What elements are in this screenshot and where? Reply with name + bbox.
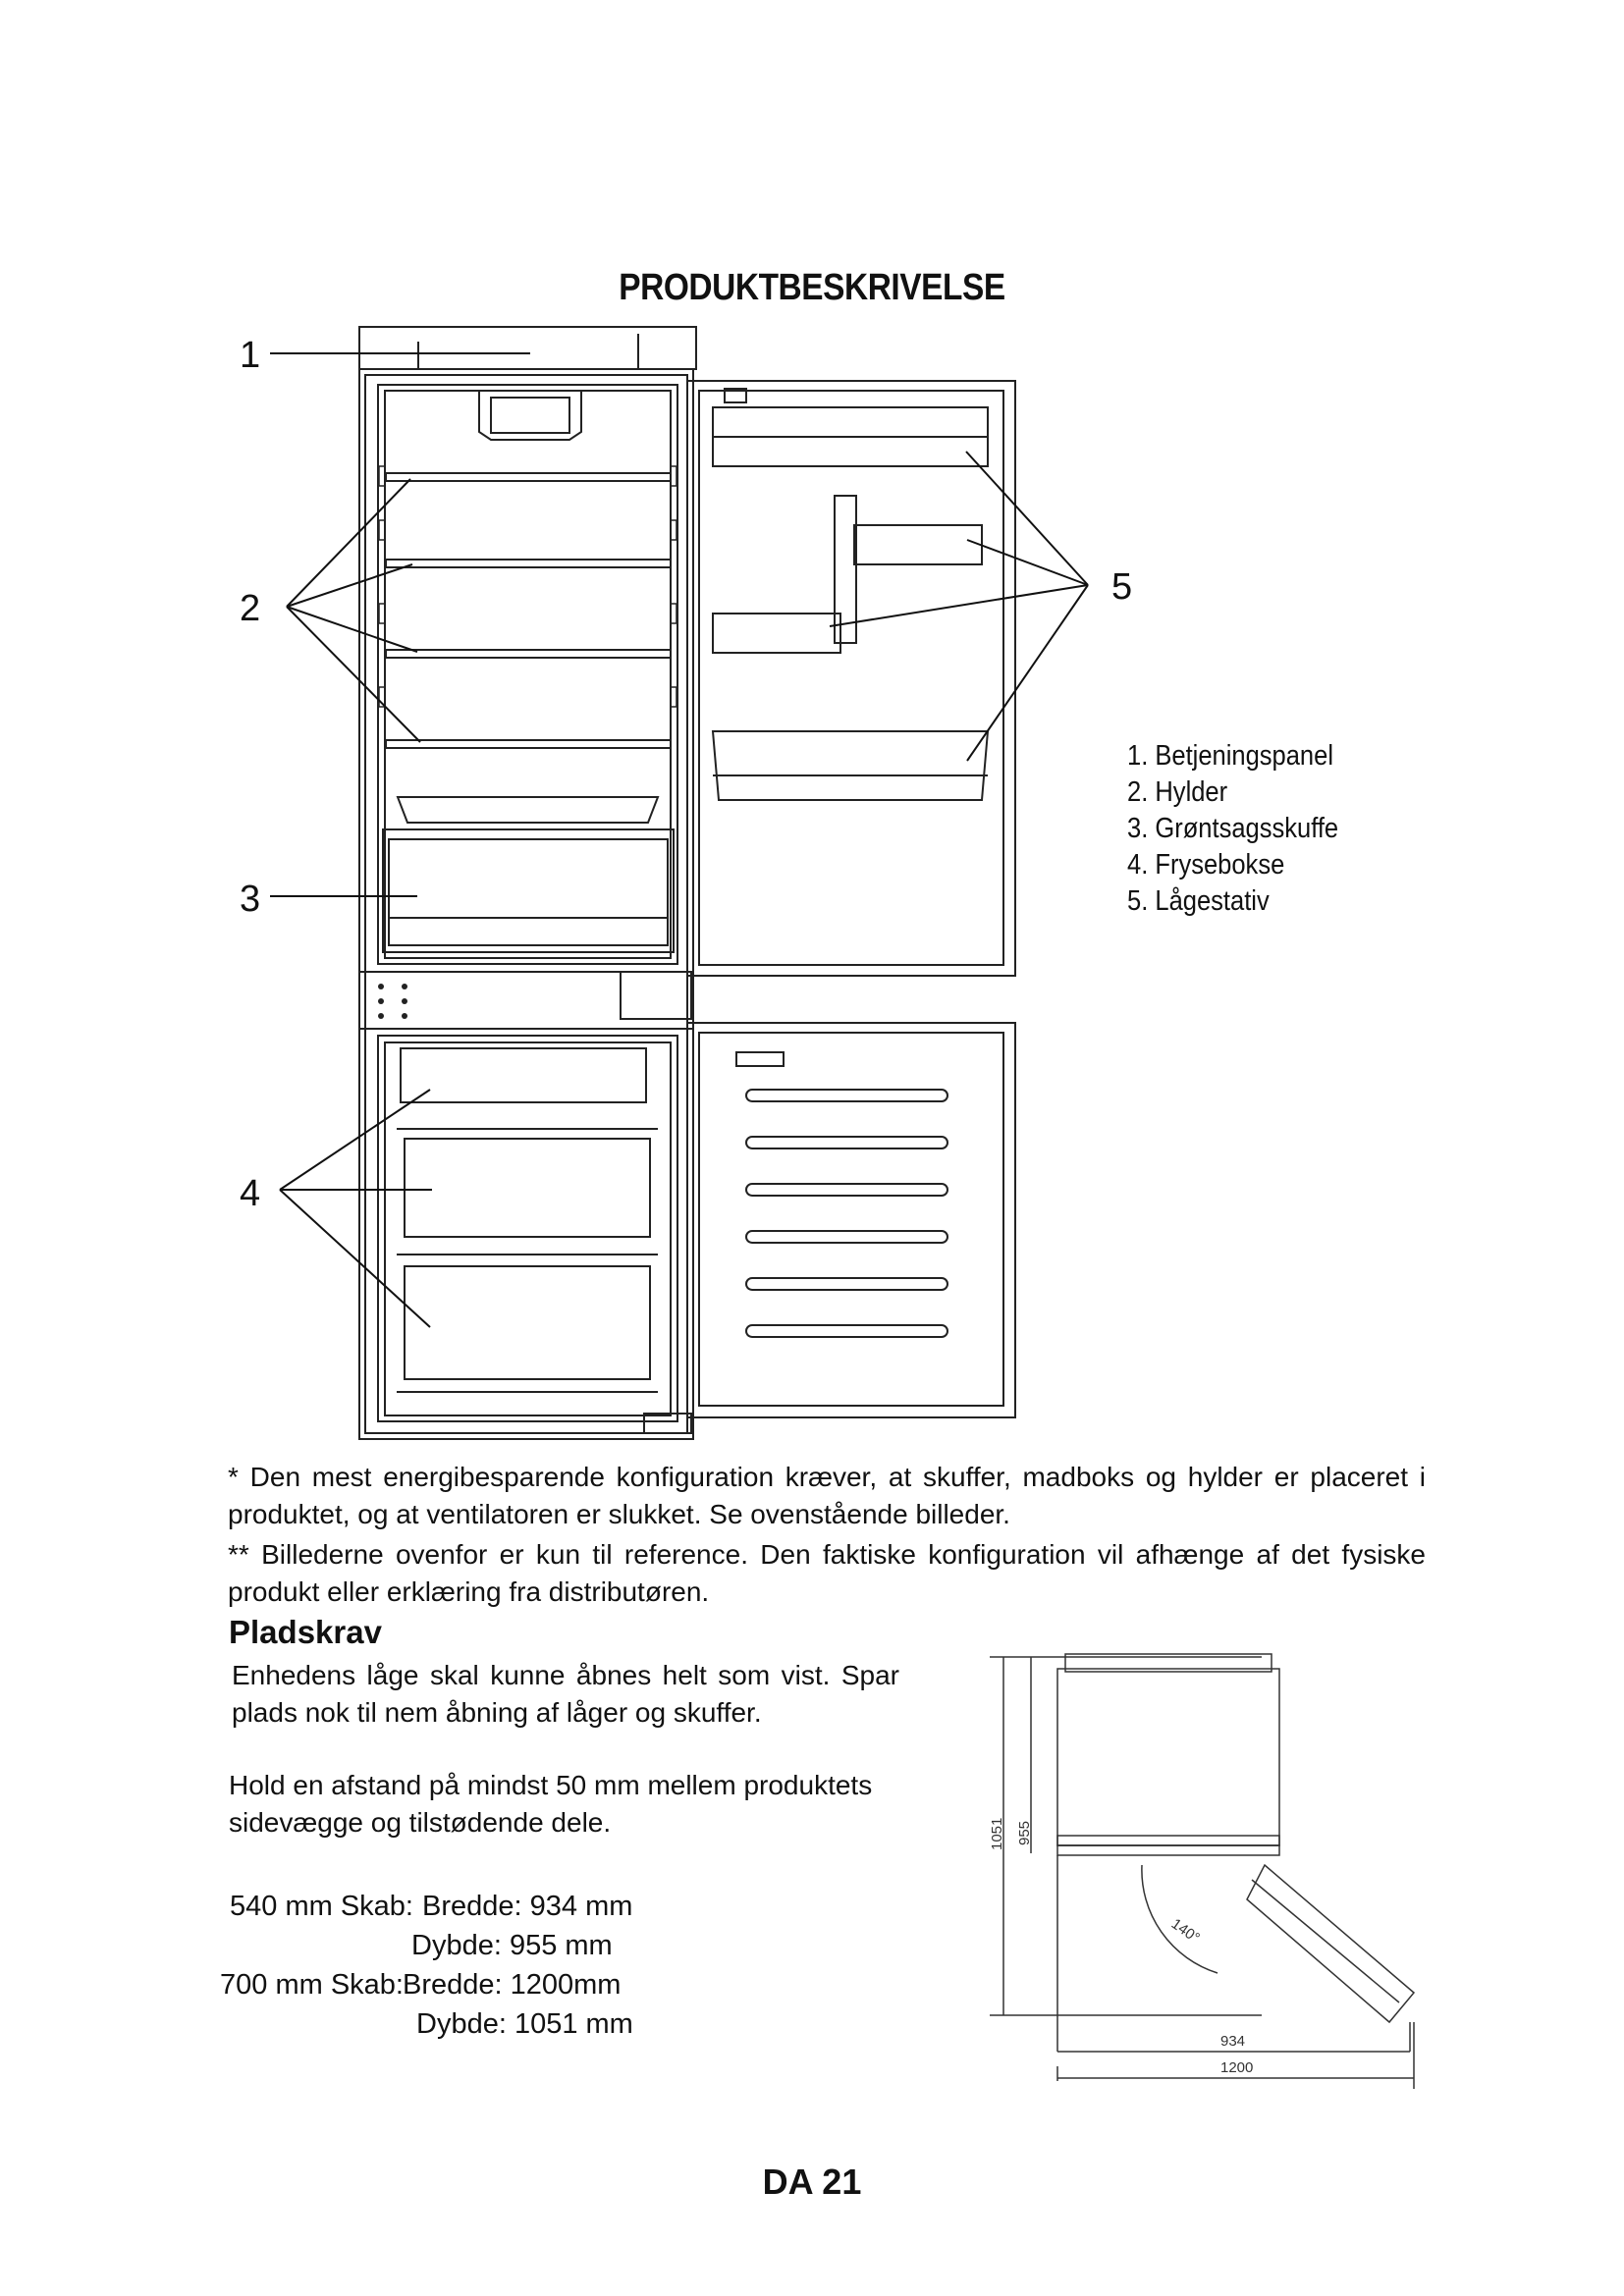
space-paragraph-1: Enhedens låge skal kunne åbnes helt som vist. Spar plads nok til nem åbning af låger og skuffer. bbox=[232, 1660, 899, 1728]
legend-item: 5. Lågestativ bbox=[1127, 885, 1270, 917]
page-title: PRODUKTBESKRIVELSE bbox=[619, 267, 1005, 308]
dim-1200: 1200 bbox=[1220, 2059, 1254, 2076]
cab540-width: Bredde: 934 mm bbox=[422, 1891, 633, 1922]
legend-item: 3. Grøntsagsskuffe bbox=[1127, 813, 1339, 844]
dim-934: 934 bbox=[1220, 2033, 1246, 2050]
legend-item: 2. Hylder bbox=[1127, 776, 1228, 808]
fridge-shelves bbox=[386, 473, 671, 748]
legend-item: 4. Frysebokse bbox=[1127, 849, 1285, 881]
fridge-door bbox=[687, 381, 1015, 976]
cab700-width: Bredde: 1200mm bbox=[403, 1969, 622, 2001]
cab700-depth: Dybde: 1051 mm bbox=[416, 2008, 633, 2040]
freezer-door bbox=[687, 1023, 1015, 1417]
angle-label: 140° bbox=[1167, 1915, 1203, 1948]
callout-5: 5 bbox=[1111, 566, 1133, 608]
fridge-compartment bbox=[378, 385, 677, 964]
top-view-diagram bbox=[990, 1654, 1414, 2089]
crisper-drawer bbox=[383, 829, 674, 952]
freezer-door-ribs bbox=[746, 1090, 947, 1337]
legend-item: 1. Betjeningspanel bbox=[1127, 740, 1334, 772]
door-racks bbox=[713, 407, 988, 800]
cab540-label: 540 mm Skab: bbox=[230, 1891, 413, 1922]
note-2: ** Billederne ovenfor er kun til reference. Den faktiske konfiguration vil afhænge af det fysiske produkt eller erklæring fra distributøren. bbox=[228, 1539, 1426, 1607]
cabinet-body bbox=[359, 369, 693, 1439]
callout-2: 2 bbox=[240, 588, 261, 629]
control-panel bbox=[359, 327, 696, 369]
parts-legend bbox=[1127, 738, 1338, 920]
cab540-depth: Dybde: 955 mm bbox=[411, 1930, 613, 1961]
space-paragraph-2: Hold en afstand på mindst 50 mm mellem produktets sidevægge og tilstødende dele. bbox=[229, 1770, 873, 1838]
space-requirements-title: Pladskrav bbox=[229, 1614, 382, 1650]
freezer-drawers bbox=[397, 1048, 658, 1392]
callout-4: 4 bbox=[240, 1173, 261, 1214]
dim-1051: 1051 bbox=[989, 1817, 1005, 1850]
cab700-label: 700 mm Skab: bbox=[220, 1969, 404, 2001]
note-1: * Den mest energibesparende konfiguration kræver, at skuffer, madboks og hylder er placeret i produktet, og at ventilatoren er slukket. Se ovenstående billeder. bbox=[228, 1462, 1426, 1529]
callout-1: 1 bbox=[240, 335, 261, 376]
page-number: DA 21 bbox=[762, 2162, 862, 2202]
callout-3: 3 bbox=[240, 879, 261, 920]
dim-955: 955 bbox=[1016, 1820, 1033, 1845]
notes bbox=[228, 1459, 1426, 1614]
